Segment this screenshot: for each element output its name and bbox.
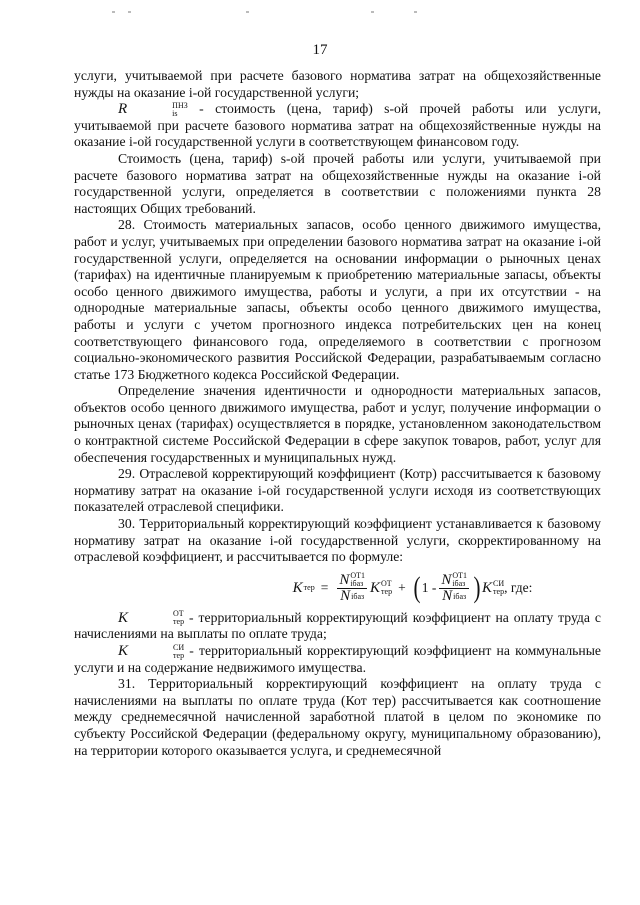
scan-speck <box>371 11 374 13</box>
definition-text: - территориальный корректирующий коэффициент на коммунальные услуги и на содержание недвижимого имущества. <box>74 643 601 675</box>
formula-k-ter: K тер = N ОТ1 iбаз N iбаз K ОТ тер + ( 1 - N ОТ1 iбаз N iбаз ) K СИ тер , где: <box>292 570 533 605</box>
definition-symbol: K ОТ тер <box>118 609 185 627</box>
formula-fraction-2 <box>439 572 469 603</box>
definition-text: - стоимость (цена, тариф) s-ой прочей работы или услуги, учитываемой при расчете базового норматива затрат на общехозяйственные нужды на оказание i-ой государственной услуги в соответствующем финансовом году. <box>74 101 601 150</box>
formula-denominator: N iбаз <box>340 588 365 605</box>
scan-speck <box>246 11 249 13</box>
formula-denominator: N iбаз <box>442 588 467 605</box>
formula-numerator: N ОТ1 iбаз <box>339 571 365 589</box>
paragraph <box>74 610 601 643</box>
scan-speck <box>112 11 115 13</box>
paragraph: Определение значения идентичности и однородности материальных запасов, объектов особо ценного движимого имущества, работ и услуг, получение информации о рыночных ценах (тарифах) осуществляется в порядке, установленном законодательством о контрактной системе Российской Федерации в сфере закупок товаров, работ, услуг для обеспечения государственных и муниципальных нужд. <box>74 383 601 465</box>
formula-numerator: N ОТ1 iбаз <box>441 571 467 589</box>
paragraph: 28. Стоимость материальных запасов, особо ценного движимого имущества, работ и услуг, учитываемых при определении базового норматива затрат на оказание i-ой государственной услуги, определяется на основании информации о рыночных ценах (тарифах) на идентичные планируемым к приобретению материальные запасы, объекты особо ценного движимого имущества, работы и услуги, а при их отсутствии - на однородные материальные запасы, объекты особо ценного движимого имущества, работы и услуги с учетом прогнозного индекса потребительских цен на конец соответствующего финансового года, определяемого в соответствии с прогнозом социально-экономического развития Российской Федерации, разрабатываемым согласно статье 173 Бюджетного кодекса Российской Федерации. <box>74 217 601 382</box>
scan-speck <box>128 11 131 13</box>
formula-lhs: K тер <box>292 579 315 596</box>
paragraph: 31. Территориальный корректирующий коэффициент на оплату труда с начислениями на выплаты по оплате труда (Кот тер) рассчитывается как соотношение между среднемесячной начисленной заработной платой в целом по экономике по субъекту Российской Федерации (федеральному округу, муниципальному образованию), на территории которого оказывается услуга, и среднемесячной <box>74 676 601 758</box>
paragraph: 29. Отраслевой корректирующий коэффициент (Котр) рассчитывается к базовому нормативу затрат на оказание i-ой государственной услуги исходя из соответствующих показателей отраслевой специфики. <box>74 466 601 515</box>
formula-k-si: K СИ тер <box>482 579 505 597</box>
paragraph <box>74 643 601 676</box>
formula-k-ot: K ОТ тер <box>370 579 393 597</box>
document-body <box>74 68 601 759</box>
scan-speck <box>414 11 417 13</box>
paragraph: услуги, учитываемой при расчете базового норматива затрат на общехозяйственные нужды на оказание i-ой государственной услуги; <box>74 68 601 100</box>
formula-tail: , где: <box>504 579 533 595</box>
paragraph: Стоимость (цена, тариф) s-ой прочей работы или услуги, учитываемой при расчете базового норматива затрат на общехозяйственные нужды на оказание i-ой государственной услуги, определяется в соответствии с положениями пункта 28 настоящих Общих требований. <box>74 150 601 216</box>
paragraph: 30. Территориальный корректирующий коэффициент устанавливается к базовому нормативу затрат на оказание i-ой государственной услуги, скорректированному на отраслевой коэффициент, и рассчитывается по формуле: <box>74 516 601 565</box>
formula-one: 1 - <box>421 579 437 595</box>
paragraph <box>74 101 601 151</box>
definition-symbol: R ПНЗ is <box>118 100 188 118</box>
definition-text: - территориальный корректирующий коэффициент на оплату труда с начислениями на выплаты по оплате труда; <box>74 609 601 642</box>
page-number: 17 <box>312 42 328 58</box>
formula-fraction <box>337 572 367 603</box>
definition-symbol: K СИ тер <box>118 642 185 660</box>
